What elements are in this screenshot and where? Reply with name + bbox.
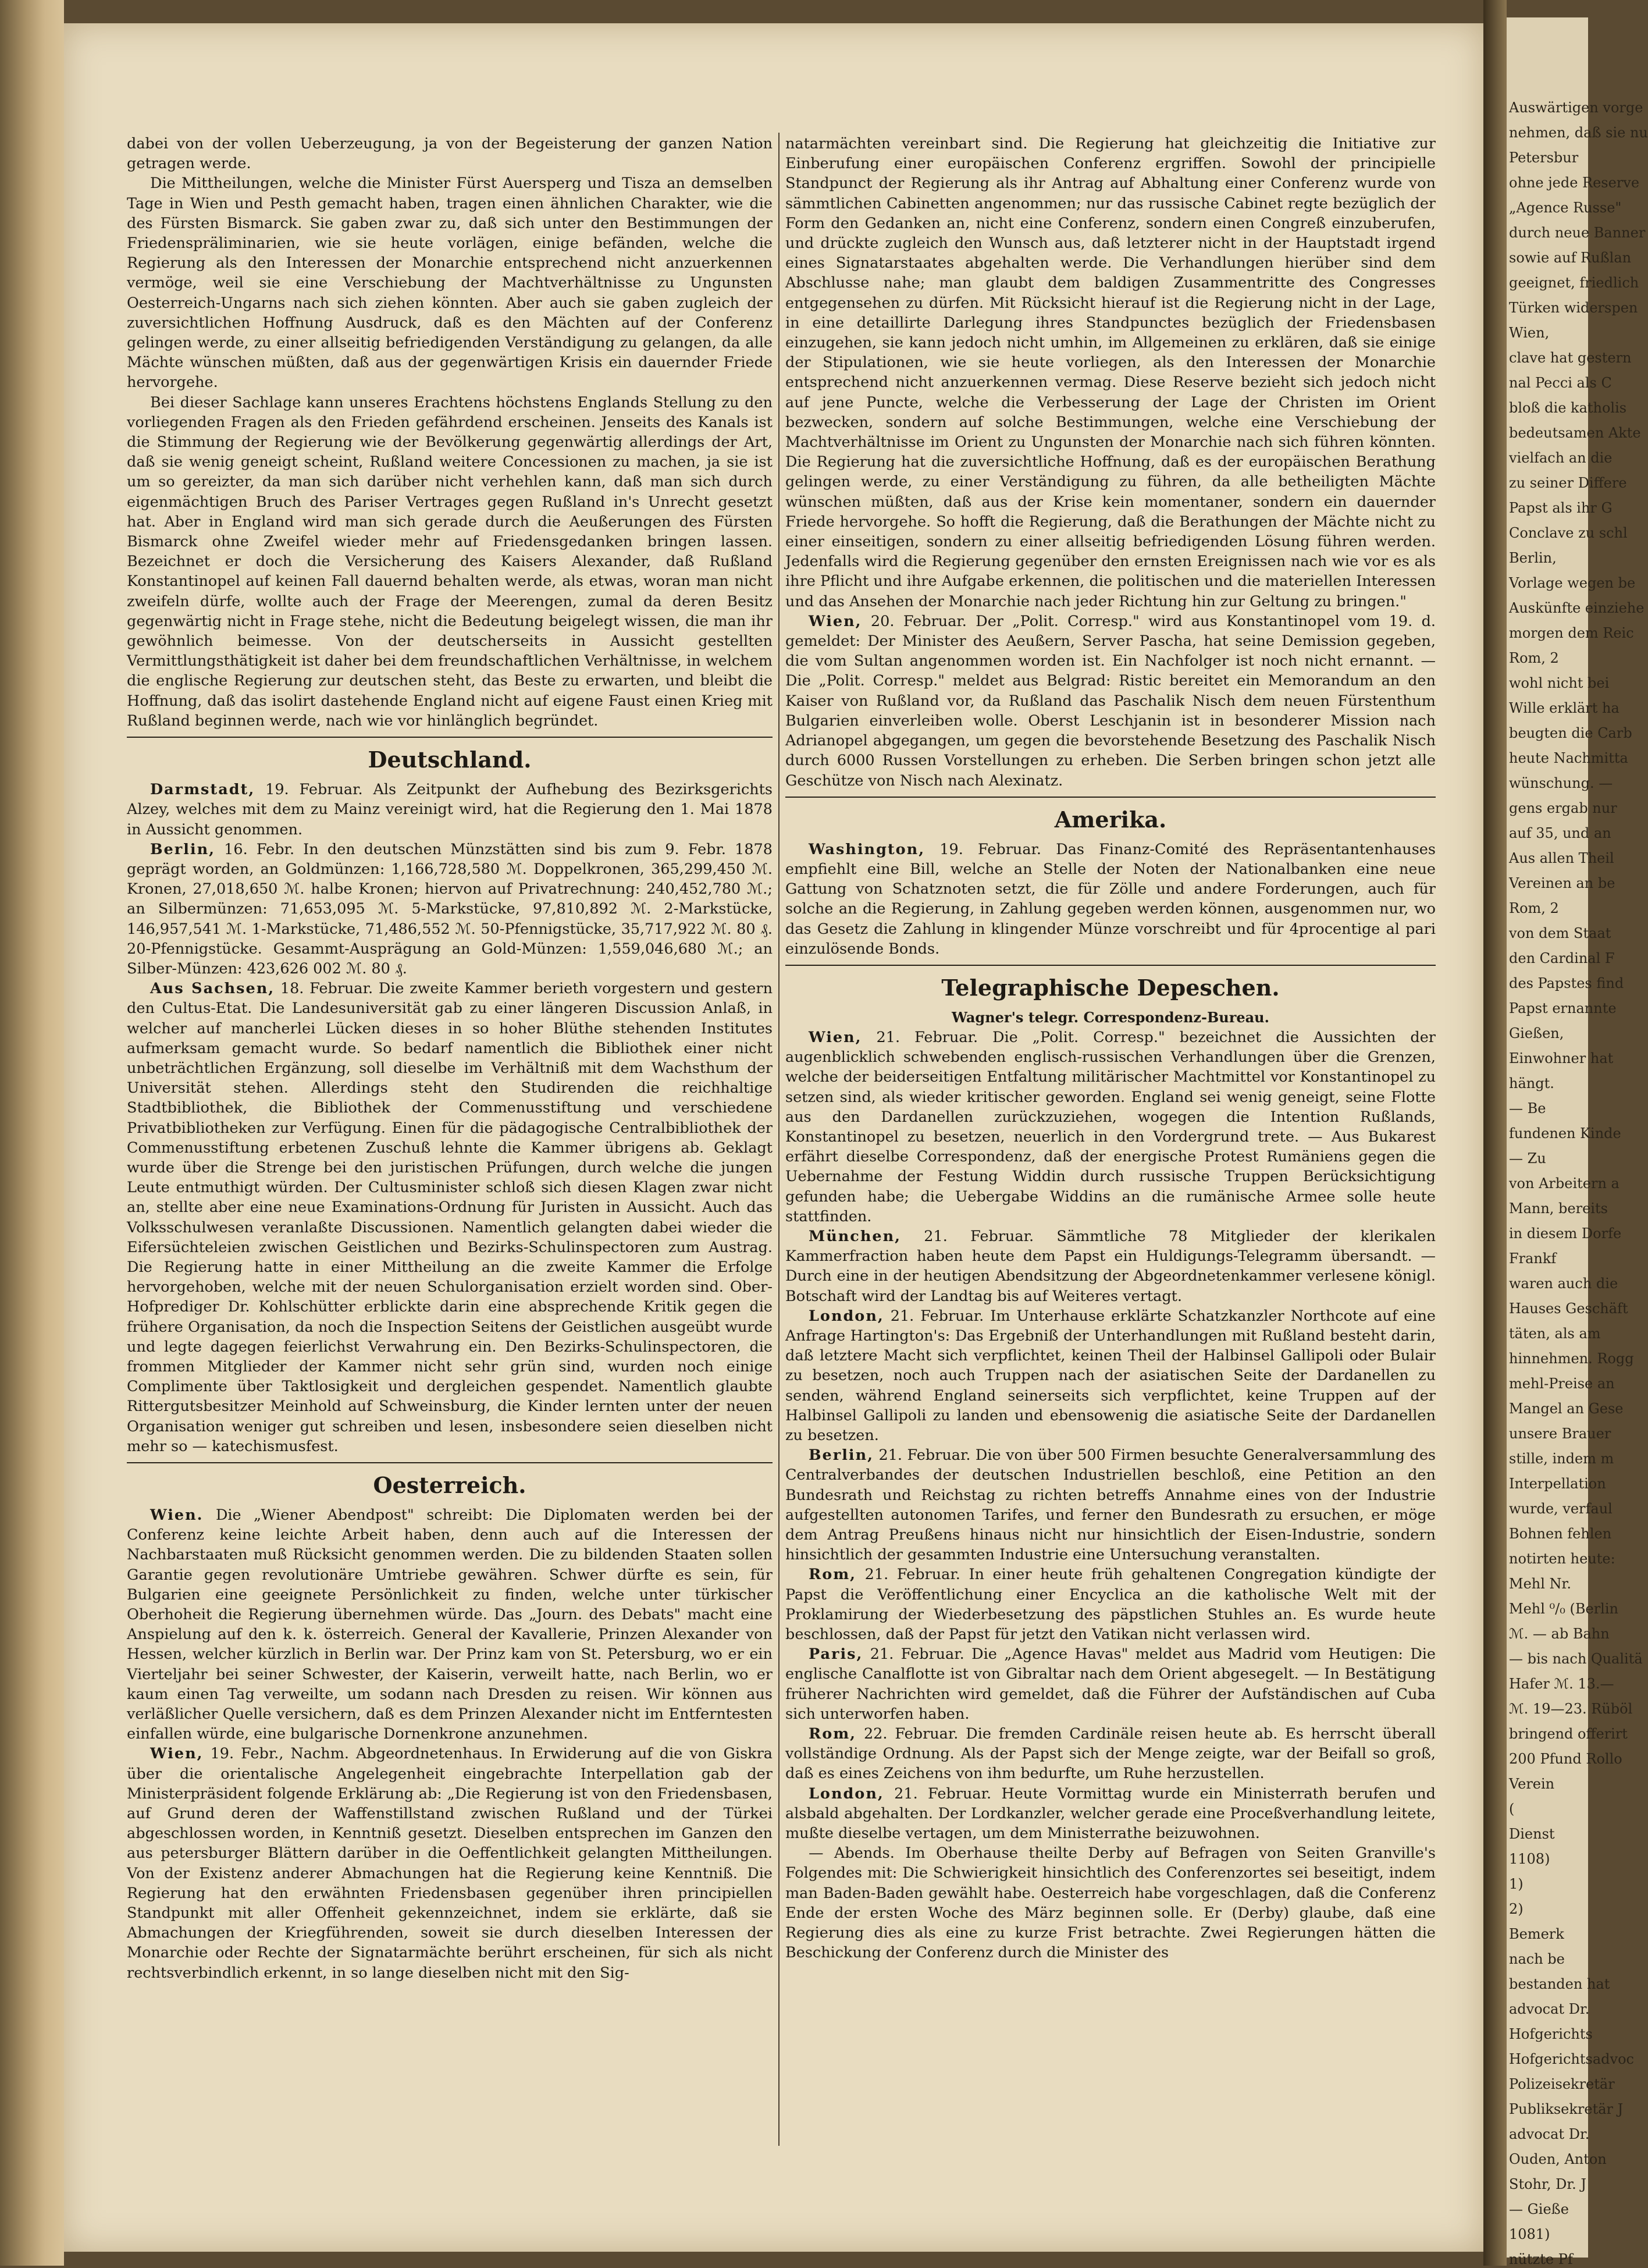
adjacent-page-line: — bis nach Qualitä [1509, 1651, 1643, 1667]
news-text: 21. Februar. Sämmtliche 78 Mitglieder der klerikalen Kammerfraction haben heute dem Papst ein Huldigungs-Telegramm übersandt. — Durch eine in der heutigen Abendsitzung der Abgeordnetenkammer verlesene königl. Botschaft wird der Landtag bis auf Weiteres vertagt. [785, 1227, 1436, 1305]
adjacent-page-line: Mann, bereits [1509, 1200, 1608, 1217]
adjacent-page-line: Einwohner hat [1509, 1050, 1614, 1067]
adjacent-page-line: advocat Dr. [1509, 2001, 1590, 2017]
page-gutter [1483, 0, 1507, 2266]
section-rule [127, 737, 773, 738]
dateline-place: Wien, [809, 612, 862, 630]
adjacent-page-line: Gießen, [1509, 1025, 1564, 1041]
adjacent-page-line: — Be [1509, 1100, 1546, 1117]
news-text: 21. Februar. Heute Vormittag wurde ein Ministerrath berufen und alsbald abgehalten. Der Lordkanzler, welcher gerade eine Proceßverhandlung leitete, mußte dieselbe vertagen, um dem Ministerrathe beizuwohnen. [785, 1784, 1436, 1843]
adjacent-page-line: Türken widerspen [1509, 300, 1638, 316]
adjacent-page-line: bloß die katholis [1509, 400, 1627, 416]
adjacent-page-line: Hofgerichts [1509, 2026, 1593, 2042]
adjacent-page-line: unsere Brauer [1509, 1426, 1611, 1442]
adjacent-page-line: hängt. [1509, 1075, 1554, 1092]
adjacent-page-line: stille, indem m [1509, 1451, 1614, 1467]
news-item [785, 840, 1436, 959]
dateline-place: Wien, [809, 1028, 862, 1046]
adjacent-page-line: Interpellation [1509, 1476, 1606, 1492]
adjacent-page-line: sowie auf Rußlan [1509, 250, 1632, 266]
telegram-item [785, 1445, 1436, 1565]
left-column [127, 134, 773, 1983]
dateline-place: Darmstadt, [150, 781, 255, 799]
adjacent-page-line: — Zu [1509, 1150, 1546, 1167]
news-text: 19. Februar. Das Finanz-Comité des Repräsentantenhauses empfiehlt eine Bill, welche an Stelle der Noten der Nationalbanken eine neue Gattung von Schatznoten setzt, die für Zölle und andere Forderungen, auch für solche an die Regierung, in Zahlung gegeben werden können, ausgenommen nur, wo das Gesetz die Zahlung in klingender Münze vorschreibt und für 4procentige al pari einzulösende Bonds. [785, 840, 1436, 958]
news-text: 21. Februar. Die „Agence Havas" meldet aus Madrid vom Heutigen: Die englische Canalflotte ist von Gibraltar nach dem Orient abgesegelt. — In Bestätigung früherer Nachrichten wird gemeldet, daß die Führer der Aufständischen auf Cuba sich unterworfen haben. [785, 1645, 1436, 1723]
telegram-item [785, 1028, 1436, 1227]
adjacent-page-line: wohl nicht bei [1509, 675, 1610, 691]
adjacent-page-line: Rom, 2 [1509, 650, 1559, 666]
adjacent-page-line: Papst ernannte [1509, 1000, 1617, 1016]
dateline-place: Rom, [809, 1566, 857, 1584]
adjacent-page-line: von dem Staat [1509, 925, 1611, 941]
adjacent-page-line: Bemerk [1509, 1926, 1564, 1942]
adjacent-page-line: bringend offerirt [1509, 1726, 1628, 1742]
news-text: — Abends. Im Oberhause theilte Derby auf Befragen von Seiten Granville's Folgendes mit: Die Schwierigkeit hinsichtlich des Conferenzortes sei beseitigt, indem man Baden-Baden gewählt habe. Oesterreich habe vorgeschlagen, daß die Conferenz Ende der ersten Woche des März beginnen solle. Er (Derby) glaube, daß eine Regierung dies als eine zu kurze Frist betrachte. Zwei Regierungen hätten die Beschickung der Conferenz durch die Minister des [785, 1844, 1436, 1962]
news-text: 22. Februar. Die fremden Cardinäle reisen heute ab. Es herrscht überall vollständige Ordnung. Als der Papst sich der Menge zeigte, war der Beifall so groß, daß es eines Zeichens von ihm bedurfte, um Ruhe herzustellen. [785, 1725, 1436, 1783]
paragraph: Bei dieser Sachlage kann unseres Erachtens höchstens Englands Stellung zu den vorliegenden Fragen als den Frieden gefährdend erscheinen. Jenseits des Kanals ist die Stimmung der Regierung wie der Bevölkerung gegenwärtig allerdings der Art, daß sie wenig geneigt scheint, Rußland weitere Concessionen zu machen, ja sie ist um so gereizter, da man sich darüber nicht verhehlen kann, daß man sich durch eigenmächtigen Bruch des Pariser Vertrages gegen Rußland in's Unrecht gesetzt hat. Aber in England wird man sich gerade durch die Aeußerungen des Fürsten Bismarck ohne Zweifel wieder mehr auf Friedensgedanken bringen lassen. Bezeichnet er doch die Versicherung des Kaisers Alexander, daß Rußland Konstantinopel auf keinen Fall dauernd behalten werde, als etwas, woran man nicht zweifeln dürfe, wollte auch der Frage der Meerengen, zumal da deren Besitz gegenwärtig nicht in Frage stehe, nicht die Bedeutung beigelegt wissen, die man ihr gewöhnlich beimesse. Von der deutscherseits in Aussicht gestellten Vermittlungsthätigkeit ist daher bei dem freundschaftlichen Verhältnisse, in welchem die englische Regierung zur deutschen steht, das Beste zu erwarten, und bleibt die Hoffnung, daß das isolirt dastehende England nicht auf eigene Faust einen Krieg mit Rußland beginnen werde, nach wie vor hinlänglich begründet. [127, 393, 773, 730]
adjacent-page-line: Conclave zu schl [1509, 525, 1628, 541]
news-item [127, 840, 773, 979]
adjacent-page-line: Verein [1509, 1776, 1555, 1792]
adjacent-page-line: Wien, [1509, 325, 1550, 341]
book-binding-edge [0, 0, 64, 2266]
adjacent-page-line: Hafer ℳ. 13.— [1509, 1676, 1614, 1692]
news-item [127, 1744, 773, 1982]
section-rule [785, 965, 1436, 966]
adjacent-page-line: des Papstes find [1509, 975, 1624, 991]
adjacent-page-line: vielfach an die [1509, 450, 1613, 466]
adjacent-page-line: mehl-Preise an [1509, 1375, 1615, 1392]
adjacent-page-line: in diesem Dorfe [1509, 1225, 1622, 1242]
adjacent-page-line: hinnehmen. Rogg [1509, 1350, 1634, 1367]
adjacent-page-line: nal Pecci als C [1509, 375, 1612, 391]
dateline-place: Rom, [809, 1725, 857, 1743]
telegram-item [785, 1306, 1436, 1445]
paragraph: dabei von der vollen Ueberzeugung, ja von der Begeisterung der ganzen Nation getragen werde. [127, 135, 773, 173]
news-text: 19. Febr., Nachm. Abgeordnetenhaus. In Erwiderung auf die von Giskra über die orientalische Angelegenheit eingebrachte Interpellation gab der Ministerpräsident folgende Erklärung ab: „Die Regierung ist von den Friedensbasen, auf Grund deren der Waffenstillstand zwischen Rußland und der Türkei abgeschlossen worden, in Kenntniß gesetzt. Dieselben entsprechen im Ganzen den aus petersburger Blättern darüber in die Oeffentlichkeit gelangten Mittheilungen. Von der Existenz anderer Abmachungen hat die Regierung keine Kenntniß. Die Regierung hat den erwähnten Friedensbasen gegenüber ihren principiellen Standpunkt mit aller Offenheit gekennzeichnet, indem sie erklärte, daß sie Abmachungen der Kriegführenden, soweit sie durch dieselben Interessen der Monarchie oder Rechte der Signatarmächte berührt erscheinen, für sich als nicht rechtsverbindlich erkennt, in so lange dieselben nicht mit den Sig- [127, 1745, 773, 1982]
news-text: 21. Februar. Die „Polit. Corresp." bezeichnet die Aussichten der augenblicklich schwebenden englisch-russischen Verhandlungen über die Grenzen, welche der beiderseitigen Entfaltung militärischer Machtmittel vor Konstantinopel zu setzen sind, als wieder kritischer geworden. England sei wenig geneigt, seine Flotte aus den Dardanellen zurückzuziehen, wogegen die Intention Rußlands, Konstantinopel zu besetzen, neuerlich in den Vordergrund trete. — Aus Bukarest erfährt dieselbe Correspondenz, daß der energische Protest Rumäniens gegen die Uebernahme der Festung Widdin durch russische Truppen Berücksichtigung gefunden habe; die Uebergabe Widdins an die rumänische Armee solle heute stattfinden. [785, 1028, 1436, 1225]
adjacent-page-line: beugten die Carb [1509, 725, 1632, 741]
telegram-item [785, 1644, 1436, 1724]
adjacent-page-line: clave hat gestern [1509, 350, 1632, 366]
adjacent-page-line: täten, als am [1509, 1325, 1601, 1342]
adjacent-page-line: nehmen, daß sie nu [1509, 125, 1648, 141]
news-item [127, 979, 773, 1456]
adjacent-page-line: 200 Pfund Rollo [1509, 1751, 1622, 1767]
adjacent-page-line: Berlin, [1509, 550, 1557, 566]
adjacent-page-line: ℳ. 19—23. Rüböl [1509, 1701, 1633, 1717]
dateline-place: London, [809, 1307, 884, 1325]
news-text: 19. Februar. Als Zeitpunkt der Aufhebung des Bezirksgerichts Alzey, welches mit dem zu Mainz vereinigt wird, hat die Regierung den 1. Mai 1878 in Aussicht genommen. [127, 781, 773, 838]
adjacent-page-line: Aus allen Theil [1509, 850, 1614, 866]
adjacent-page-line: Mehl Nr. [1509, 1576, 1572, 1592]
adjacent-page-line: geeignet, friedlich [1509, 275, 1639, 291]
news-text: 21. Februar. Im Unterhause erklärte Schatzkanzler Northcote auf eine Anfrage Hartington's: Das Ergebniß der Unterhandlungen mit Rußland besteht darin, daß letztere Macht sich verpflichtet, keinen Theil der Halbinsel Gallipoli oder Bulair zu besetzen, noch auch Truppen nach der asiatischen Seite der Dardanellen zu senden, während England seinerseits sich verpflichtet, keine Truppen auf der Halbinsel Gallipoli zu landen und ebensowenig die asiatische Seite der Dardanellen zu besetzen. [785, 1307, 1436, 1444]
telegram-item [785, 1843, 1436, 1963]
section-heading-oesterreich: Oesterreich. [373, 1472, 526, 1498]
adjacent-page-line: Polizeisekretär [1509, 2076, 1615, 2092]
telegram-item [785, 1565, 1436, 1644]
adjacent-page-line: Publiksekretär J [1509, 2101, 1624, 2117]
dateline-place: Paris, [809, 1645, 863, 1663]
adjacent-page-line: Ouden, Anton [1509, 2151, 1607, 2167]
news-text: 21. Februar. In einer heute früh gehaltenen Congregation kündigte der Papst die Veröffentlichung einer Encyclica an die katholische Welt mit der Proklamirung der Wiederbesetzung des päpstlichen Stuhles an. Es wurde heute beschlossen, daß der Papst für jetzt den Vatikan nicht verlassen wird. [785, 1566, 1436, 1644]
paragraph: natarmächten vereinbart sind. Die Regierung hat gleichzeitig die Initiative zur Einberufung einer europäischen Conferenz ergriffen. Sowohl der principielle Standpunct der Regierung als ihr Antrag auf Abhaltung einer Conferenz wurde von sämmtlichen Cabinetten angenommen; nur das russische Cabinet regte bezüglich der Form den Gedanken an, nicht eine Conferenz, sondern einen Congreß einzuberufen, und drückte zugleich den Wunsch aus, daß letzterer nicht in der Hauptstadt irgend eines Signatarstaates abgehalten werde. Die Verhandlungen hierüber sind dem Abschlusse nahe; man glaubt dem baldigen Zusammentritte des Congresses entgegensehen zu dürfen. Mit Rücksicht hierauf ist die Regierung nicht in der Lage, in eine detaillirte Darlegung ihres Standpunctes bezüglich der Friedensbasen einzugehen, sie kann jedoch nicht umhin, im Allgemeinen zu erklären, daß sie einige der Stipulationen, wie sie heute vorliegen, als den Interessen der Monarchie entsprechend nicht anzuerkennen vermag. Diese Reserve bezieht sich jedoch nicht auf jene Puncte, welche die Verbesserung der Lage der Christen im Orient bezwecken, sondern auf solche Bestimmungen, welche eine Verschiebung der Machtverhältnisse im Orient zu Ungunsten der Monarchie nach sich führen könnten. Die Regierung hat die zuversichtliche Hoffnung, daß es der europäischen Berathung gelingen werde, zu einer Verständigung zu führen, da alle betheiligten Mächte wünschen müßten, daß aus der Krise kein momentaner, sondern ein dauernder Friede hervorgehe. So hofft die Regierung, daß die Berathungen der Mächte nicht zu einer einseitigen, sondern zu einer allseitig befriedigenden Lösung führen werden. Jedenfalls wird die Regierung gegenüber den ernsten Ereignissen nach wie vor es als ihre Pflicht und ihre Aufgabe erkennen, die politischen und die materiellen Interessen und das Ansehen der Monarchie nach jeder Richtung hin zur Geltung zu bringen." [785, 135, 1436, 610]
adjacent-page-line: Papst als ihr G [1509, 500, 1613, 516]
news-text: Die „Wiener Abendpost" schreibt: Die Diplomaten werden bei der Conferenz keine leichte Arbeit haben, denn auch auf die Interessen der Nachbarstaaten muß Rücksicht genommen werden. Die zu bildenden Staaten sollen Garantie gegen revolutionäre Umtriebe gewähren. Schwer dürfte es sein, für Bulgarien eine geeignete Persönlichkeit zu finden, welche unter türkischer Oberhoheit die Regierung übernehmen würde. Das „Journ. des Debats" macht eine Anspielung auf den k. k. österreich. General der Kavallerie, Prinzen Alexander von Hessen, welcher kürzlich in Berlin war. Der Prinz kam von St. Petersburg, wo er ein Vierteljahr bei seiner Schwester, der Kaiserin, verweilt hatte, nach Berlin, wo er kaum einen Tag verweilte, um sodann nach Dresden zu reisen. Wir können aus verläßlicher Quelle versichern, daß es dem Prinzen Alexander nicht im Entferntesten einfallen würde, eine bulgarische Dornenkrone anzunehmen. [127, 1506, 773, 1743]
adjacent-page-line: Mangel an Gese [1509, 1400, 1624, 1417]
telegram-list [785, 1028, 1436, 1963]
adjacent-page-line: Petersbur [1509, 150, 1579, 166]
adjacent-page-line: Dienst [1509, 1826, 1555, 1842]
dateline-place: Washington, [809, 840, 926, 858]
column-divider [778, 133, 779, 2146]
adjacent-page-line: Bohnen fehlen [1509, 1526, 1612, 1542]
adjacent-page-line: Auswärtigen vorge [1509, 99, 1643, 116]
dateline-place: Wien, [150, 1745, 204, 1763]
adjacent-page-line: bestanden hat [1509, 1976, 1610, 1992]
dateline-place: London, [809, 1784, 884, 1803]
news-item [127, 780, 773, 840]
adjacent-page-line: morgen dem Reic [1509, 625, 1634, 641]
adjacent-page-line: 1108) [1509, 1851, 1550, 1867]
adjacent-page-line: Hofgerichtsadvoc [1509, 2051, 1634, 2067]
adjacent-page-line: „Agence Russe" [1509, 200, 1622, 216]
adjacent-page-line: ohne jede Reserve [1509, 175, 1640, 191]
section-rule [127, 1462, 773, 1463]
adjacent-page-line: bedeutsamen Akte [1509, 425, 1641, 441]
adjacent-page-line: durch neue Banner [1509, 225, 1646, 241]
adjacent-page-line: Auskünfte einziehe [1509, 600, 1645, 616]
adjacent-page-line: advocat Dr. [1509, 2126, 1590, 2142]
adjacent-page-line: Stohr, Dr. J [1509, 2176, 1587, 2192]
adjacent-page-fragment [1507, 17, 1648, 2267]
adjacent-page-line: Frankf [1509, 1250, 1557, 1267]
adjacent-page-line: Wille erklärt ha [1509, 700, 1619, 716]
telegram-item [785, 1784, 1436, 1844]
adjacent-page-line: Hauses Geschäft [1509, 1300, 1628, 1317]
adjacent-page-line: fundenen Kinde [1509, 1125, 1621, 1142]
dateline-place: Berlin, [150, 840, 216, 858]
adjacent-page-line: auf 35, und an [1509, 825, 1611, 841]
dateline-place: Wien. [150, 1506, 204, 1524]
adjacent-page-line: 1081) [1509, 2226, 1550, 2242]
dateline-place: München, [809, 1227, 902, 1245]
section-heading-amerika: Amerika. [1054, 806, 1167, 833]
adjacent-page-line: heute Nachmitta [1509, 750, 1628, 766]
adjacent-page-line: den Cardinal F [1509, 950, 1615, 966]
bureau-subheading: Wagner's telegr. Correspondenz-Bureau. [952, 1008, 1269, 1026]
adjacent-page-line: Rom, 2 [1509, 900, 1559, 916]
section-rule [785, 797, 1436, 798]
adjacent-page-line: ( [1509, 1801, 1515, 1817]
adjacent-page-line: nützte Pf [1509, 2251, 1573, 2267]
telegram-item [785, 1724, 1436, 1784]
adjacent-page-line: 2) [1509, 1901, 1524, 1917]
adjacent-page-line: zu seiner Differe [1509, 475, 1627, 491]
adjacent-page-line: Vereinen an be [1509, 875, 1615, 891]
adjacent-page-line: waren auch die [1509, 1275, 1618, 1292]
adjacent-page-line: ℳ. — ab Bahn [1509, 1626, 1610, 1642]
section-heading-deutschland: Deutschland. [368, 746, 532, 773]
news-text: 20. Februar. Der „Polit. Corresp." wird aus Konstantinopel vom 19. d. gemeldet: Der Minister des Aeußern, Server Pascha, hat seine Demission gegeben, die vom Sultan angenommen worden ist. Ein Nachfolger ist noch nicht ernannt. — Die „Polit. Corresp." meldet aus Belgrad: Ristic bereitet ein Memorandum an den Kaiser von Rußland vor, da Rußland das Paschalik Nisch dem neuen Fürstenthum Bulgarien einverleiben wolle. Oberst Leschjanin ist in besonderer Mission nach Adrianopel abgegangen, um gegen die bevorstehende Besetzung des Paschalik Nisch durch 6000 Russen Vorstellungen zu erheben. Die Serben bringen schon jetzt alle Geschütze von Nisch nach Alexinatz. [785, 612, 1436, 790]
section-heading-telegraphische-depeschen: Telegraphische Depeschen. [941, 974, 1280, 1001]
adjacent-page-line: Mehl ⁰/₀ (Berlin [1509, 1601, 1618, 1617]
adjacent-page-line: nach be [1509, 1951, 1565, 1967]
adjacent-page-line: von Arbeitern a [1509, 1175, 1619, 1192]
adjacent-page-line: 1) [1509, 1876, 1524, 1892]
adjacent-page-line: — Gieße [1509, 2201, 1569, 2217]
dateline-place: Aus Sachsen, [150, 980, 275, 998]
telegram-item [785, 1227, 1436, 1306]
adjacent-page-line: wurde, verfaul [1509, 1501, 1613, 1517]
right-column [785, 134, 1436, 1963]
news-item [127, 1505, 773, 1744]
news-text: 18. Februar. Die zweite Kammer berieth vorgestern und gestern den Cultus-Etat. Die Landesuniversität gab zu einer längeren Discussion Anlaß, in welcher auf mancherlei Lücken dieses in so hoher Blüthe stehenden Institutes aufmerksam gemacht wurde. So bedarf namentlich die Bibliothek einer nicht unbeträchtlichen Ergänzung, soll dieselbe im Verhältniß mit dem Wachsthum der Universität stehen. Allerdings steht den Studirenden die reichhaltige Stadtbibliothek, die Bibliothek der Commenusstiftung und verschiedene Privatbibliotheken zur Verfügung. Einen für die pädagogische Centralbibliothek der Commenusstiftung erbetenen Zuschuß lehnte die Kammer übrigens ab. Geklagt wurde über die Strenge bei den juristischen Prüfungen, durch welche die jungen Leute entmuthigt würden. Der Cultusminister schloß sich diesen Klagen zwar nicht an, stellte aber eine neue Examinations-Ordnung für Juristen in Aussicht. Auch das Volksschulwesen veranlaßte Discussionen. Namentlich gelangten dabei wieder die Eifersüchteleien zwischen Geistlichen und Bezirks-Schulinspectoren zum Austrag. Die Regierung hatte in einer Mittheilung an die zweite Kammer die Erfolge hervorgehoben, welche mit der neuen Schulorganisation erzielt worden sind. Ober-Hofprediger Dr. Kohlschütter erblickte darin eine absprechende Kritik gegen die frühere Organisation, da noch die Inspection Seitens der Geistlichen ausgeübt wurde und legte dagegen feierlichst Verwahrung ein. Den Bezirks-Schulinspectoren, die frommen Mitglieder der Kammer nicht sehr grün sind, wurden noch einige Complimente über Taktlosigkeit und dergleichen gespendet. Namentlich glaubte Rittergutsbesitzer Meinhold auf Schweinsburg, die Kinder lernten unter der neuen Organisation weniger gut schreiben und lesen, insbesondere seien dieselben nicht mehr so — katechismusfest. [127, 980, 773, 1455]
adjacent-page-line: wünschung. — [1509, 775, 1613, 791]
paragraph: Die Mittheilungen, welche die Minister Fürst Auersperg und Tisza an demselben Tage in Wien und Pesth gemacht haben, tragen einen ähnlichen Charakter, wie die des Fürsten Bismarck. Sie gaben zwar zu, daß sich unter den Bestimmungen der Friedenspräliminarien, wie sie heute vorlägen, einige befänden, welche die Regierung als den Interessen der Monarchie entsprechend nicht anzuerkennen vermöge, weil sie eine Verschiebung der Machtverhältnisse zu Ungunsten Oesterreich-Ungarns nach sich ziehen könnten. Aber auch sie gaben zugleich der zuversichtlichen Hoffnung Ausdruck, daß es den Mächten auf der Conferenz gelingen werde, zu einer allseitig befriedigenden Verständigung zu gelangen, da alle Mächte wünschen müßten, daß aus der gegenwärtigen Krisis ein dauernder Friede hervorgehe. [127, 175, 773, 392]
news-item [785, 612, 1436, 791]
adjacent-page-line: gens ergab nur [1509, 800, 1617, 816]
adjacent-page-line: notirten heute: [1509, 1551, 1615, 1567]
news-text: 21. Februar. Die von über 500 Firmen besuchte Generalversammlung des Centralverbandes der deutschen Industriellen beschloß, eine Petition an den Bundesrath und Reichstag zu richten betreffs Annahme eines von der Industrie aufgestellten autonomen Tarifes, und ferner den Bundesrath zu ersuchen, er möge dem Antrag Preußens hinaus nicht nur hinsichtlich der Eisen-Industrie, sondern hinsichtlich der gesammten Industrie eine Untersuchung veranstalten. [785, 1446, 1436, 1564]
news-text: 16. Febr. In den deutschen Münzstätten sind bis zum 9. Febr. 1878 geprägt worden, an Goldmünzen: 1,166,728,580 ℳ. Doppelkronen, 365,299,450 ℳ. Kronen, 27,018,650 ℳ. halbe Kronen; hiervon auf Privatrechnung: 240,452,780 ℳ.; an Silbermünzen: 71,653,095 ℳ. 5-Markstücke, 97,810,892 ℳ. 2-Markstücke, 146,957,541 ℳ. 1-Markstücke, 71,486,552 ℳ. 50-Pfennigstücke, 35,717,922 ℳ. 80 ₰. 20-Pfennigstücke. Gesammt-Ausprägung an Gold-Münzen: 1,559,046,680 ℳ.; an Silber-Münzen: 423,626 002 ℳ. 80 ₰. [127, 840, 773, 977]
dateline-place: Berlin, [809, 1446, 874, 1464]
adjacent-page-line: Vorlage wegen be [1509, 575, 1636, 591]
